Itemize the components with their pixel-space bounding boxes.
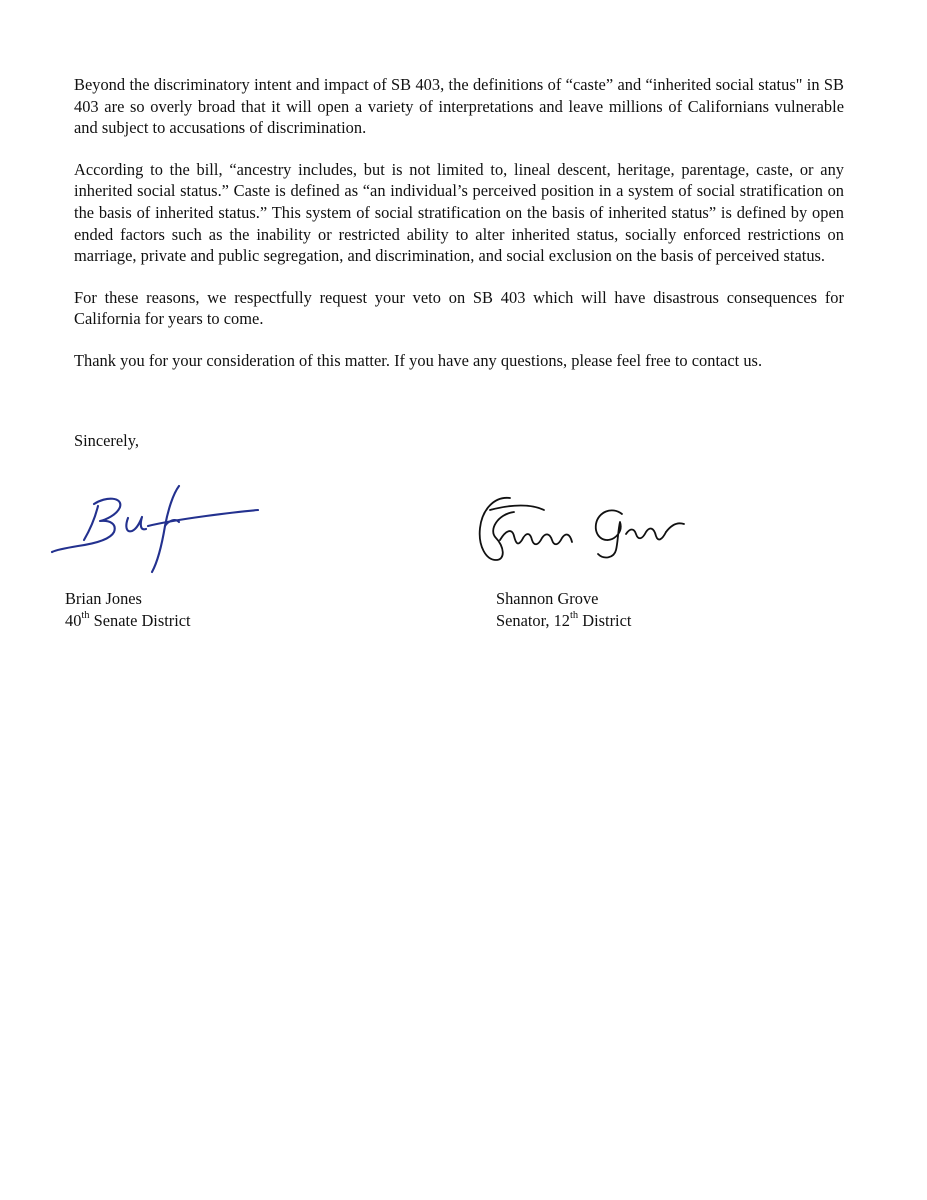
paragraph-caste-definitions: Beyond the discriminatory intent and impact of SB 403, the definitions of “caste” and “inherited social status" in SB 403 are so overly broad that it will open a variety of interpretations and leave millions of Californians vulnerable and subject to accusations of discrimination. xyxy=(74,75,844,138)
signer-title: 40th Senate District xyxy=(65,610,191,630)
signer-title: Senator, 12th District xyxy=(496,610,632,630)
paragraph-thank-you: Thank you for your consideration of this matter. If you have any questions, please feel free to contact us. xyxy=(74,350,763,370)
signer-name: Shannon Grove xyxy=(496,589,599,608)
signature-brian-jones xyxy=(48,466,263,578)
signer-brian-jones xyxy=(65,588,191,631)
signer-shannon-grove xyxy=(496,588,631,631)
letter-body xyxy=(74,74,844,392)
signature-shannon-grove xyxy=(472,488,692,566)
closing-salutation: Sincerely, xyxy=(74,431,139,450)
paragraph-bill-definition: According to the bill, “ancestry includes, but is not limited to, lineal descent, heritage, parentage, caste, or any inherited social status.” Caste is defined as “an individual’s perceived position in a system of social stratification on the basis of inherited status.” This system of social stratification on the basis of inherited status” is defined by open ended factors such as the inability or restricted ability to alter inherited status, socially enforced restrictions on marriage, private and public segregation, and discrimination, and social exclusion on the basis of perceived status. xyxy=(74,159,844,266)
signer-name: Brian Jones xyxy=(65,589,142,608)
paragraph-veto-request: For these reasons, we respectfully request your veto on SB 403 which will have disastrous consequences for California for years to come. xyxy=(74,287,844,329)
